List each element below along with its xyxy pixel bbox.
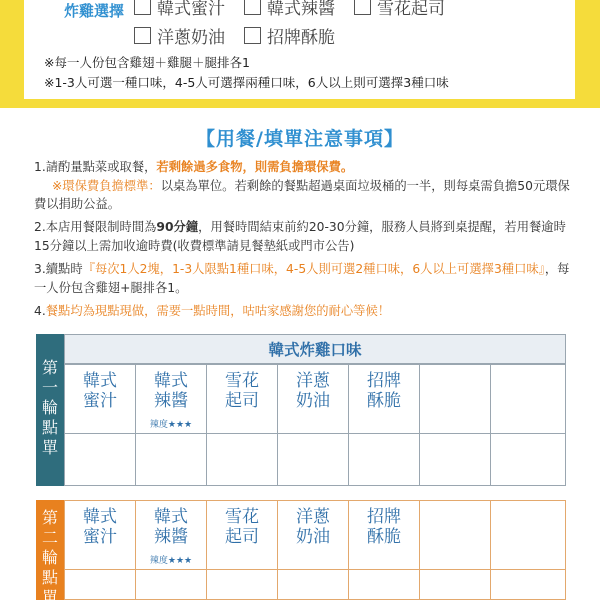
flavor-line: 奶油 — [296, 527, 330, 547]
flavor-count-note: ※1-3人可選一種口味，4-5人可選擇兩種口味，6人以上則可選擇3種口味 — [44, 75, 449, 90]
flavor-line: 雪花 — [225, 507, 259, 527]
quantity-cell[interactable] — [490, 569, 566, 600]
flavor-line: 招牌 — [367, 507, 401, 527]
quantity-cell[interactable] — [206, 433, 278, 486]
flavor-option-spicy[interactable] — [244, 0, 335, 19]
note-highlight: 若剩餘過多食物，則需負擔環保費。 — [156, 160, 354, 174]
flavor-cell-empty — [490, 500, 566, 570]
note-item-4 — [34, 302, 574, 321]
flavor-option-honey[interactable] — [134, 0, 225, 19]
flavor-cell — [64, 500, 136, 570]
checkbox[interactable] — [134, 0, 151, 15]
flavor-line: 韓式 — [83, 371, 117, 391]
round2-order-table — [36, 500, 566, 607]
quantity-cell[interactable] — [277, 433, 349, 486]
quantity-cell[interactable] — [206, 569, 278, 600]
flavor-cell — [348, 364, 420, 434]
flavor-cell — [277, 364, 349, 434]
flavor-option-label: 韓式辣醬 — [267, 0, 335, 19]
flavor-line: 韓式 — [83, 507, 117, 527]
round1-header: 韓式炸雞口味 — [64, 334, 566, 364]
note-text: 續點時 — [45, 262, 83, 276]
note-highlight: 『每次1人2塊，1-3人限點1種口味，4-5人則可選2種口味，6人以上可選擇3種口味』 — [82, 262, 545, 276]
quantity-cell[interactable] — [348, 433, 420, 486]
flavor-line: 招牌 — [367, 371, 401, 391]
round1-label-char: 一 — [41, 378, 58, 397]
quantity-cell[interactable] — [348, 569, 420, 600]
flavor-line: 奶油 — [296, 391, 330, 411]
note-number: 4. — [34, 304, 46, 318]
round1-label-char: 輪 — [41, 398, 58, 417]
note-item-3 — [34, 260, 574, 297]
round2-label-char: 點 — [41, 568, 58, 587]
round1-label — [36, 334, 64, 486]
portion-note: ※每一人份包含雞翅＋雞腿＋腿排各1 — [44, 55, 250, 70]
flavor-title: 炸雞選擇 — [64, 2, 125, 20]
flavor-cell — [277, 500, 349, 570]
checkbox[interactable] — [244, 0, 261, 15]
note-number: 2. — [34, 220, 46, 234]
checkbox[interactable] — [244, 27, 261, 44]
round1-label-char: 單 — [41, 438, 58, 457]
flavor-cell-empty — [419, 500, 491, 570]
flavor-cell — [206, 364, 278, 434]
quantity-cell[interactable] — [490, 433, 566, 486]
flavor-option-crispy[interactable] — [244, 23, 335, 48]
flavor-cell — [135, 364, 207, 434]
flavor-panel — [24, 0, 575, 99]
note-item-2 — [34, 218, 574, 255]
note-number: 3. — [34, 262, 46, 276]
round2-label-char: 輪 — [41, 548, 58, 567]
flavor-line: 起司 — [225, 527, 259, 547]
flavor-option-onion[interactable] — [134, 23, 225, 48]
note-number: 1. — [34, 160, 46, 174]
flavor-line: 辣醬 — [154, 391, 188, 411]
note-highlight: 餐點均為現點現做，需要一點時間，咕咕家感謝您的耐心等候！ — [45, 304, 391, 318]
round2-grid — [64, 500, 566, 600]
note-subhead: ※環保費負擔標準： — [52, 178, 161, 193]
flavor-line: 起司 — [225, 391, 259, 411]
flavor-option-label: 韓式蜜汁 — [157, 0, 225, 19]
note-text: 請酌量點菜或取餐， — [45, 160, 157, 174]
flavor-line: 辣醬 — [154, 527, 188, 547]
note-text: ，每一人份包含雞翅+腿排各1。 — [34, 262, 570, 295]
flavor-line: 洋蔥 — [296, 371, 330, 391]
flavor-cell — [348, 500, 420, 570]
flavor-line: 蜜汁 — [83, 391, 117, 411]
note-text: 以桌為單位。若剩餘的餐點超過桌面垃圾桶的一半，則每桌需負擔50元環保費以捐助公益。 — [34, 178, 570, 211]
flavor-option-cheese[interactable] — [354, 0, 445, 19]
quantity-cell[interactable] — [135, 569, 207, 600]
flavor-line: 韓式 — [154, 371, 188, 391]
round2-label-char: 第 — [41, 508, 58, 527]
round2-label — [36, 500, 64, 607]
flavor-line: 蜜汁 — [83, 527, 117, 547]
quantity-cell[interactable] — [277, 569, 349, 600]
round2-label-char: 單 — [41, 588, 58, 607]
round2-label-char: 二 — [41, 528, 58, 547]
flavor-line: 酥脆 — [367, 391, 401, 411]
note-text: ，用餐時間結束前約20-30分鐘，服務人員將到桌提醒，若用餐逾時15分鐘以上需加收逾時費(收費標準請見餐墊紙或門市公告) — [34, 220, 566, 253]
flavor-option-label: 洋蔥奶油 — [157, 28, 225, 48]
notes-title: 【用餐/填單注意事項】 — [196, 128, 404, 150]
note-highlight: 90分鐘 — [156, 220, 199, 234]
spicy-level: 辣度★★★ — [149, 556, 193, 566]
quantity-cell[interactable] — [419, 433, 491, 486]
checkbox[interactable] — [354, 0, 371, 15]
quantity-cell[interactable] — [135, 433, 207, 486]
flavor-banner — [0, 0, 600, 108]
spicy-level: 辣度★★★ — [149, 420, 193, 430]
flavor-line: 韓式 — [154, 507, 188, 527]
note-text: 本店用餐限制時間為 — [45, 220, 157, 234]
quantity-cell[interactable] — [64, 569, 136, 600]
flavor-line: 洋蔥 — [296, 507, 330, 527]
round1-order-table — [36, 334, 566, 486]
checkbox[interactable] — [134, 27, 151, 44]
flavor-cell-empty — [419, 364, 491, 434]
note-item-1 — [34, 158, 574, 214]
flavor-cell — [64, 364, 136, 434]
quantity-cell[interactable] — [419, 569, 491, 600]
flavor-option-label: 雪花起司 — [377, 0, 445, 19]
quantity-cell[interactable] — [64, 433, 136, 486]
flavor-line: 雪花 — [225, 371, 259, 391]
round1-label-char: 第 — [41, 358, 58, 377]
flavor-cell — [206, 500, 278, 570]
flavor-cell — [135, 500, 207, 570]
flavor-line: 酥脆 — [367, 527, 401, 547]
flavor-option-label: 招牌酥脆 — [267, 28, 335, 48]
round1-grid — [64, 334, 566, 486]
flavor-cell-empty — [490, 364, 566, 434]
round1-label-char: 點 — [41, 418, 58, 437]
